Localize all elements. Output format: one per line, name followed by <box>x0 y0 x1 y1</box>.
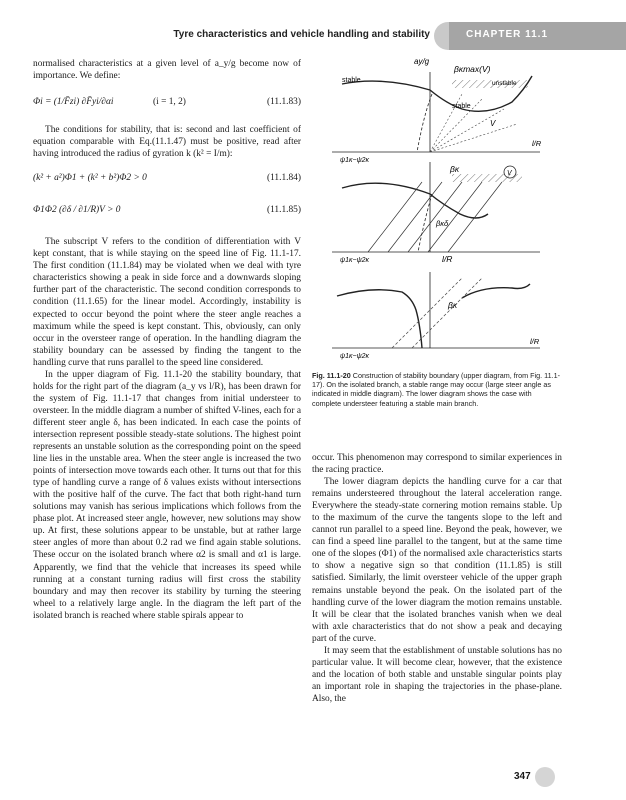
stable-left-label: stable <box>342 77 361 84</box>
equation-number: (11.1.84) <box>266 173 301 184</box>
paragraph: normalised characteristics at a given level of a_y/g become now of importance. We define: <box>33 59 301 82</box>
equation-number: (11.1.83) <box>266 97 301 108</box>
right-column <box>312 452 562 705</box>
paragraph: The lower diagram depicts the handling curve for a car that remains understeered throughout the lateral acceleration range. Everywhere the steady-state cornering motion remains stable. Up to the maximum of the curve the tangents slope to the left and cannot run parallel to a speed line. Beyond the peak, however, we can find a speed line parallel to the tangent, but at the same time one of the slopes (Φ1) of the normalised axle characteristics starts to show a negative sign so that condition (11.1.85) is still satisfied. Similarly, the limit oversteer vehicle of the upper graph remains unstable beyond the peak. On the isolated part of the handling curve of the lower diagram the motion remains unstable. It will be clear that the isolated branches vanish when we deal with axle characteristics that do not show a peak and decaying part of the curve. <box>312 477 562 644</box>
psi-label-top: ψ1κ−ψ2κ <box>340 157 370 164</box>
chapter-label: CHAPTER 11.1 <box>466 29 549 40</box>
speed-lines <box>430 94 517 152</box>
ay-over-g-label: ay/g <box>414 57 430 66</box>
beta-k-low-label: βκ <box>448 300 458 310</box>
paragraph: In the upper diagram of Fig. 11.1-20 the stability boundary, that holds for the right part of the diagram (a_y vs l/R), has been drawn for the system of Fig. 11.1-17 that changes from initial understeer to oversteer. In the middle diagram a number of shifted V-lines, each for a different steer angle δ, has been indicated. In each case the points of intersection represent possible steady-state solutions. The highest point represents an unstable solution as the corresponding point on the speed line lies in the unstable area. When the steer angle is increased the two points of intersection move towards each other. It turns out that for this type of handling curve a range of δ values exists without intersections with the positive half of the curve. The fact that both right-hand turn solutions may vanish has serious implications which follows from the phase plot. At increased steer angle, however, new solutions may show up. At first, these solutions appear to be unstable, but at rather large steer angles of more than about 0.2 rad we find again stable solutions. These occur on the isolated branch where α2 is small and α1 is large. Apparently, we find that the vehicle that increases its speed while running at a constant turning radius will first cross the stability boundary and may then recover its stability by turning the steering wheel to a relatively large angle. In the diagram the left part of the isolated branch is reached where stable spirals appear to <box>33 369 301 621</box>
middle-diagram <box>332 162 540 264</box>
lower-diagram <box>332 272 540 360</box>
v-label: V <box>490 119 496 128</box>
equation-11-1-84 <box>33 172 301 196</box>
equation-condition: (i = 1, 2) <box>153 97 186 108</box>
running-header <box>0 22 626 50</box>
equation-body: (k² + a²)Φ1 + (k² + b²)Φ2 > 0 <box>33 173 147 184</box>
psi-label-low: ψ1κ−ψ2κ <box>340 353 370 360</box>
page-number-badge <box>535 767 555 787</box>
unstable-hatch <box>452 80 528 88</box>
equation-11-1-85 <box>33 196 301 230</box>
speed-lines <box>392 278 482 348</box>
caption-label: Fig. 11.1-20 <box>312 371 351 380</box>
paragraph: It may seem that the establishment of unstable solutions has no particular value. It will become clear, however, that the existence and the location of both stable and unstable singular points play an important role in shaping the trajectories in the phase-plane. Also, the <box>312 645 562 704</box>
paragraph: occur. This phenomenon may correspond to similar experiences in the racing practice. <box>312 453 562 476</box>
stable-right-label: stable <box>452 103 471 110</box>
beta-kmax-label: βκmax(V) <box>454 64 491 74</box>
beta-k-delta-label: βκδ <box>436 219 449 228</box>
figure-caption <box>312 371 562 408</box>
handling-curve <box>342 183 488 218</box>
psi-label-mid: ψ1κ−ψ2κ <box>340 257 370 264</box>
one-over-r-mid: l/R <box>442 254 453 264</box>
unstable-label: unstable <box>492 80 517 87</box>
v-circle-label: V <box>507 170 512 177</box>
figure-11-1-20 <box>312 54 574 366</box>
page-number: 347 <box>514 771 531 782</box>
running-title: Tyre characteristics and vehicle handling and stability <box>173 29 430 40</box>
beta-k-mid-label: βκ <box>450 164 460 174</box>
caption-text: Construction of stability boundary (upper diagram, from Fig. 11.1-17). On the isolated branch, a stable range may occur (large steer angle as indicated in middle diagram). The lower diagram shows the case with complete understeer featuring a stable main branch. <box>312 371 560 408</box>
handling-curve-right <box>462 284 530 298</box>
equation-11-1-83 <box>33 90 301 118</box>
equation-body: Φ1Φ2 (∂δ / ∂1/R)V > 0 <box>33 205 121 216</box>
paragraph: The conditions for stability, that is: second and last coefficient of equation comparable with Eq.(11.1.47) must be positive, read after having introduced the radius of gyration k (k² = I/m): <box>33 125 301 160</box>
one-over-r-low: l/R <box>530 337 540 346</box>
upper-diagram <box>332 57 542 164</box>
left-column <box>33 58 301 622</box>
one-over-r-top: l/R <box>532 139 542 148</box>
equation-lhs: Φi = (1/F̄zi) ∂F̄yi/∂αi <box>33 97 114 108</box>
handling-curve-left <box>337 290 422 348</box>
equation-number: (11.1.85) <box>266 205 301 216</box>
paragraph: The subscript V refers to the condition of differentiation with V kept constant, that is while staying on the speed line of Fig. 11.1-17. The first condition (11.1.84) may be violated when we deal with tyre characteristics showing a peak in side force and a downwards sloping further part of the characteristic. The second condition corresponds to condition (11.1.65) for the linear model. Accordingly, instability is expected to occur beyond the point where the steer angle reaches a maximum while the speed is kept constant. This, obviously, can only occur in the oversteer range of operation. In the handling diagram the stability boundary can be assessed by finding the tangent to the handling curve that runs parallel to the speed line considered. <box>33 237 301 368</box>
